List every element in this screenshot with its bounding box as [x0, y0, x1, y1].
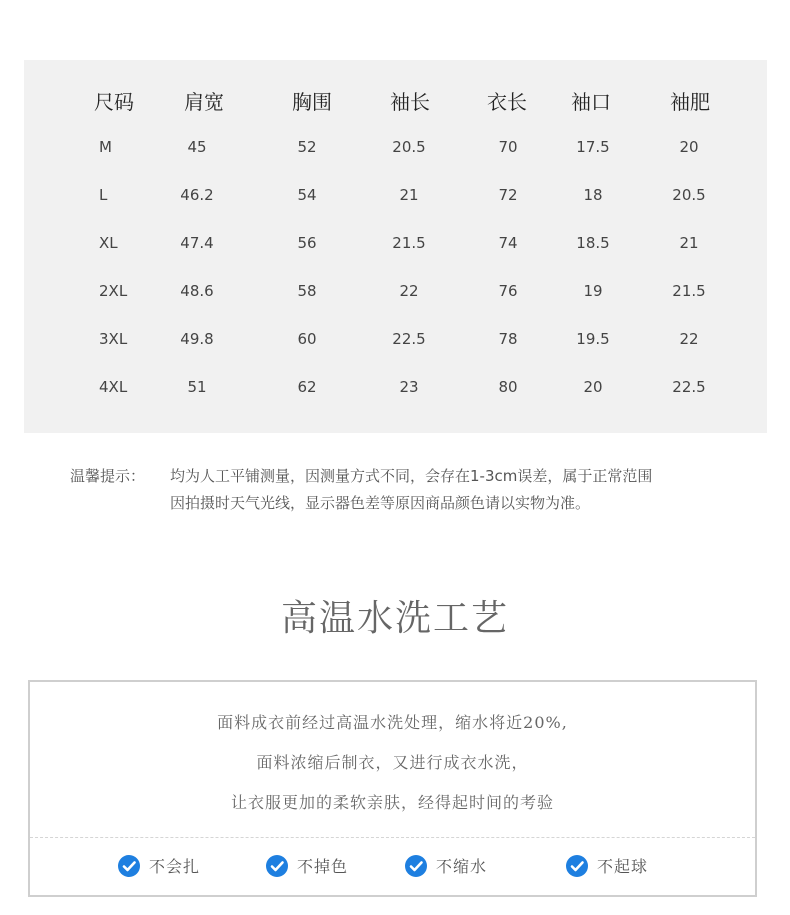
- measurement-cell: 21.5: [392, 234, 426, 252]
- tip-line-1: 均为人工平铺测量，因测量方式不同，会存在1-3cm误差，属于正常范围: [170, 467, 653, 485]
- tip-line-2: 因拍摄时天气光线，显示器色差等原因商品颜色请以实物为准。: [170, 494, 591, 512]
- header-cuff: 袖口: [571, 90, 611, 114]
- header-size: 尺码: [94, 90, 134, 114]
- measurement-cell: 48.6: [180, 282, 214, 300]
- measurement-cell: 46.2: [180, 186, 214, 204]
- size-label-cell: 2XL: [99, 282, 128, 300]
- measurement-cell: 21.5: [672, 282, 706, 300]
- measurement-cell: 20.5: [672, 186, 706, 204]
- measurement-cell: 72: [498, 186, 518, 204]
- measurement-cell: 76: [498, 282, 518, 300]
- measurement-cell: 22.5: [392, 330, 426, 348]
- measurement-cell: 62: [297, 378, 317, 396]
- measurement-cell: 80: [498, 378, 518, 396]
- header-sleeve-width: 袖肥: [670, 90, 710, 114]
- dashed-divider: [30, 837, 755, 838]
- process-line-2: 面料浓缩后制衣，又进行成衣水洗，: [256, 753, 529, 772]
- measurement-cell: 20: [679, 138, 699, 156]
- size-label-cell: XL: [99, 234, 118, 252]
- measurement-cell: 22: [679, 330, 699, 348]
- measurement-cell: 23: [399, 378, 419, 396]
- feature-no-prickle: [118, 854, 200, 877]
- feature-no-fade: [266, 854, 348, 877]
- size-label-cell: 4XL: [99, 378, 128, 396]
- measurement-cell: 18: [583, 186, 603, 204]
- header-chest: 胸围: [292, 90, 332, 114]
- size-chart-panel: [24, 60, 767, 433]
- measurement-cell: 21: [679, 234, 699, 252]
- measurement-cell: 21: [399, 186, 419, 204]
- process-line-3: 让衣服更加的柔软亲肤，经得起时间的考验: [230, 793, 554, 812]
- check-circle-icon: [266, 855, 288, 877]
- feature-no-shrink: [405, 854, 487, 877]
- measurement-cell: 60: [297, 330, 317, 348]
- measurement-cell: 17.5: [576, 138, 610, 156]
- measurement-cell: 18.5: [576, 234, 610, 252]
- measurement-cell: 70: [498, 138, 518, 156]
- header-sleeve-length: 袖长: [390, 90, 430, 114]
- measurement-cell: 20.5: [392, 138, 426, 156]
- measurement-cell: 49.8: [180, 330, 214, 348]
- feature-label: 不起球: [597, 857, 649, 876]
- feature-label: 不会扎: [149, 857, 201, 876]
- tip-label: 温馨提示：: [70, 467, 146, 485]
- measurement-cell: 54: [297, 186, 317, 204]
- size-label-cell: M: [99, 138, 112, 156]
- measurement-cell: 56: [297, 234, 317, 252]
- process-box: [28, 680, 757, 897]
- measurement-cell: 47.4: [180, 234, 214, 252]
- measurement-cell: 19.5: [576, 330, 610, 348]
- measurement-cell: 51: [187, 378, 207, 396]
- measurement-cell: 45: [187, 138, 207, 156]
- process-line-1: 面料成衣前经过高温水洗处理，缩水将近20%,: [217, 713, 568, 732]
- feature-label: 不掉色: [297, 857, 349, 876]
- check-circle-icon: [405, 855, 427, 877]
- measurement-cell: 58: [297, 282, 317, 300]
- size-label-cell: L: [99, 186, 108, 204]
- section-title: 高温水洗工艺: [280, 598, 509, 639]
- measurement-cell: 20: [583, 378, 603, 396]
- measurement-cell: 22.5: [672, 378, 706, 396]
- feature-label: 不缩水: [436, 857, 488, 876]
- feature-no-pilling: [566, 854, 648, 877]
- size-label-cell: 3XL: [99, 330, 128, 348]
- check-circle-icon: [118, 855, 140, 877]
- header-shoulder: 肩宽: [184, 90, 224, 114]
- measurement-cell: 52: [297, 138, 317, 156]
- measurement-cell: 22: [399, 282, 419, 300]
- check-circle-icon: [566, 855, 588, 877]
- measurement-cell: 78: [498, 330, 518, 348]
- header-body-length: 衣长: [487, 90, 527, 114]
- measurement-cell: 74: [498, 234, 518, 252]
- measurement-cell: 19: [583, 282, 603, 300]
